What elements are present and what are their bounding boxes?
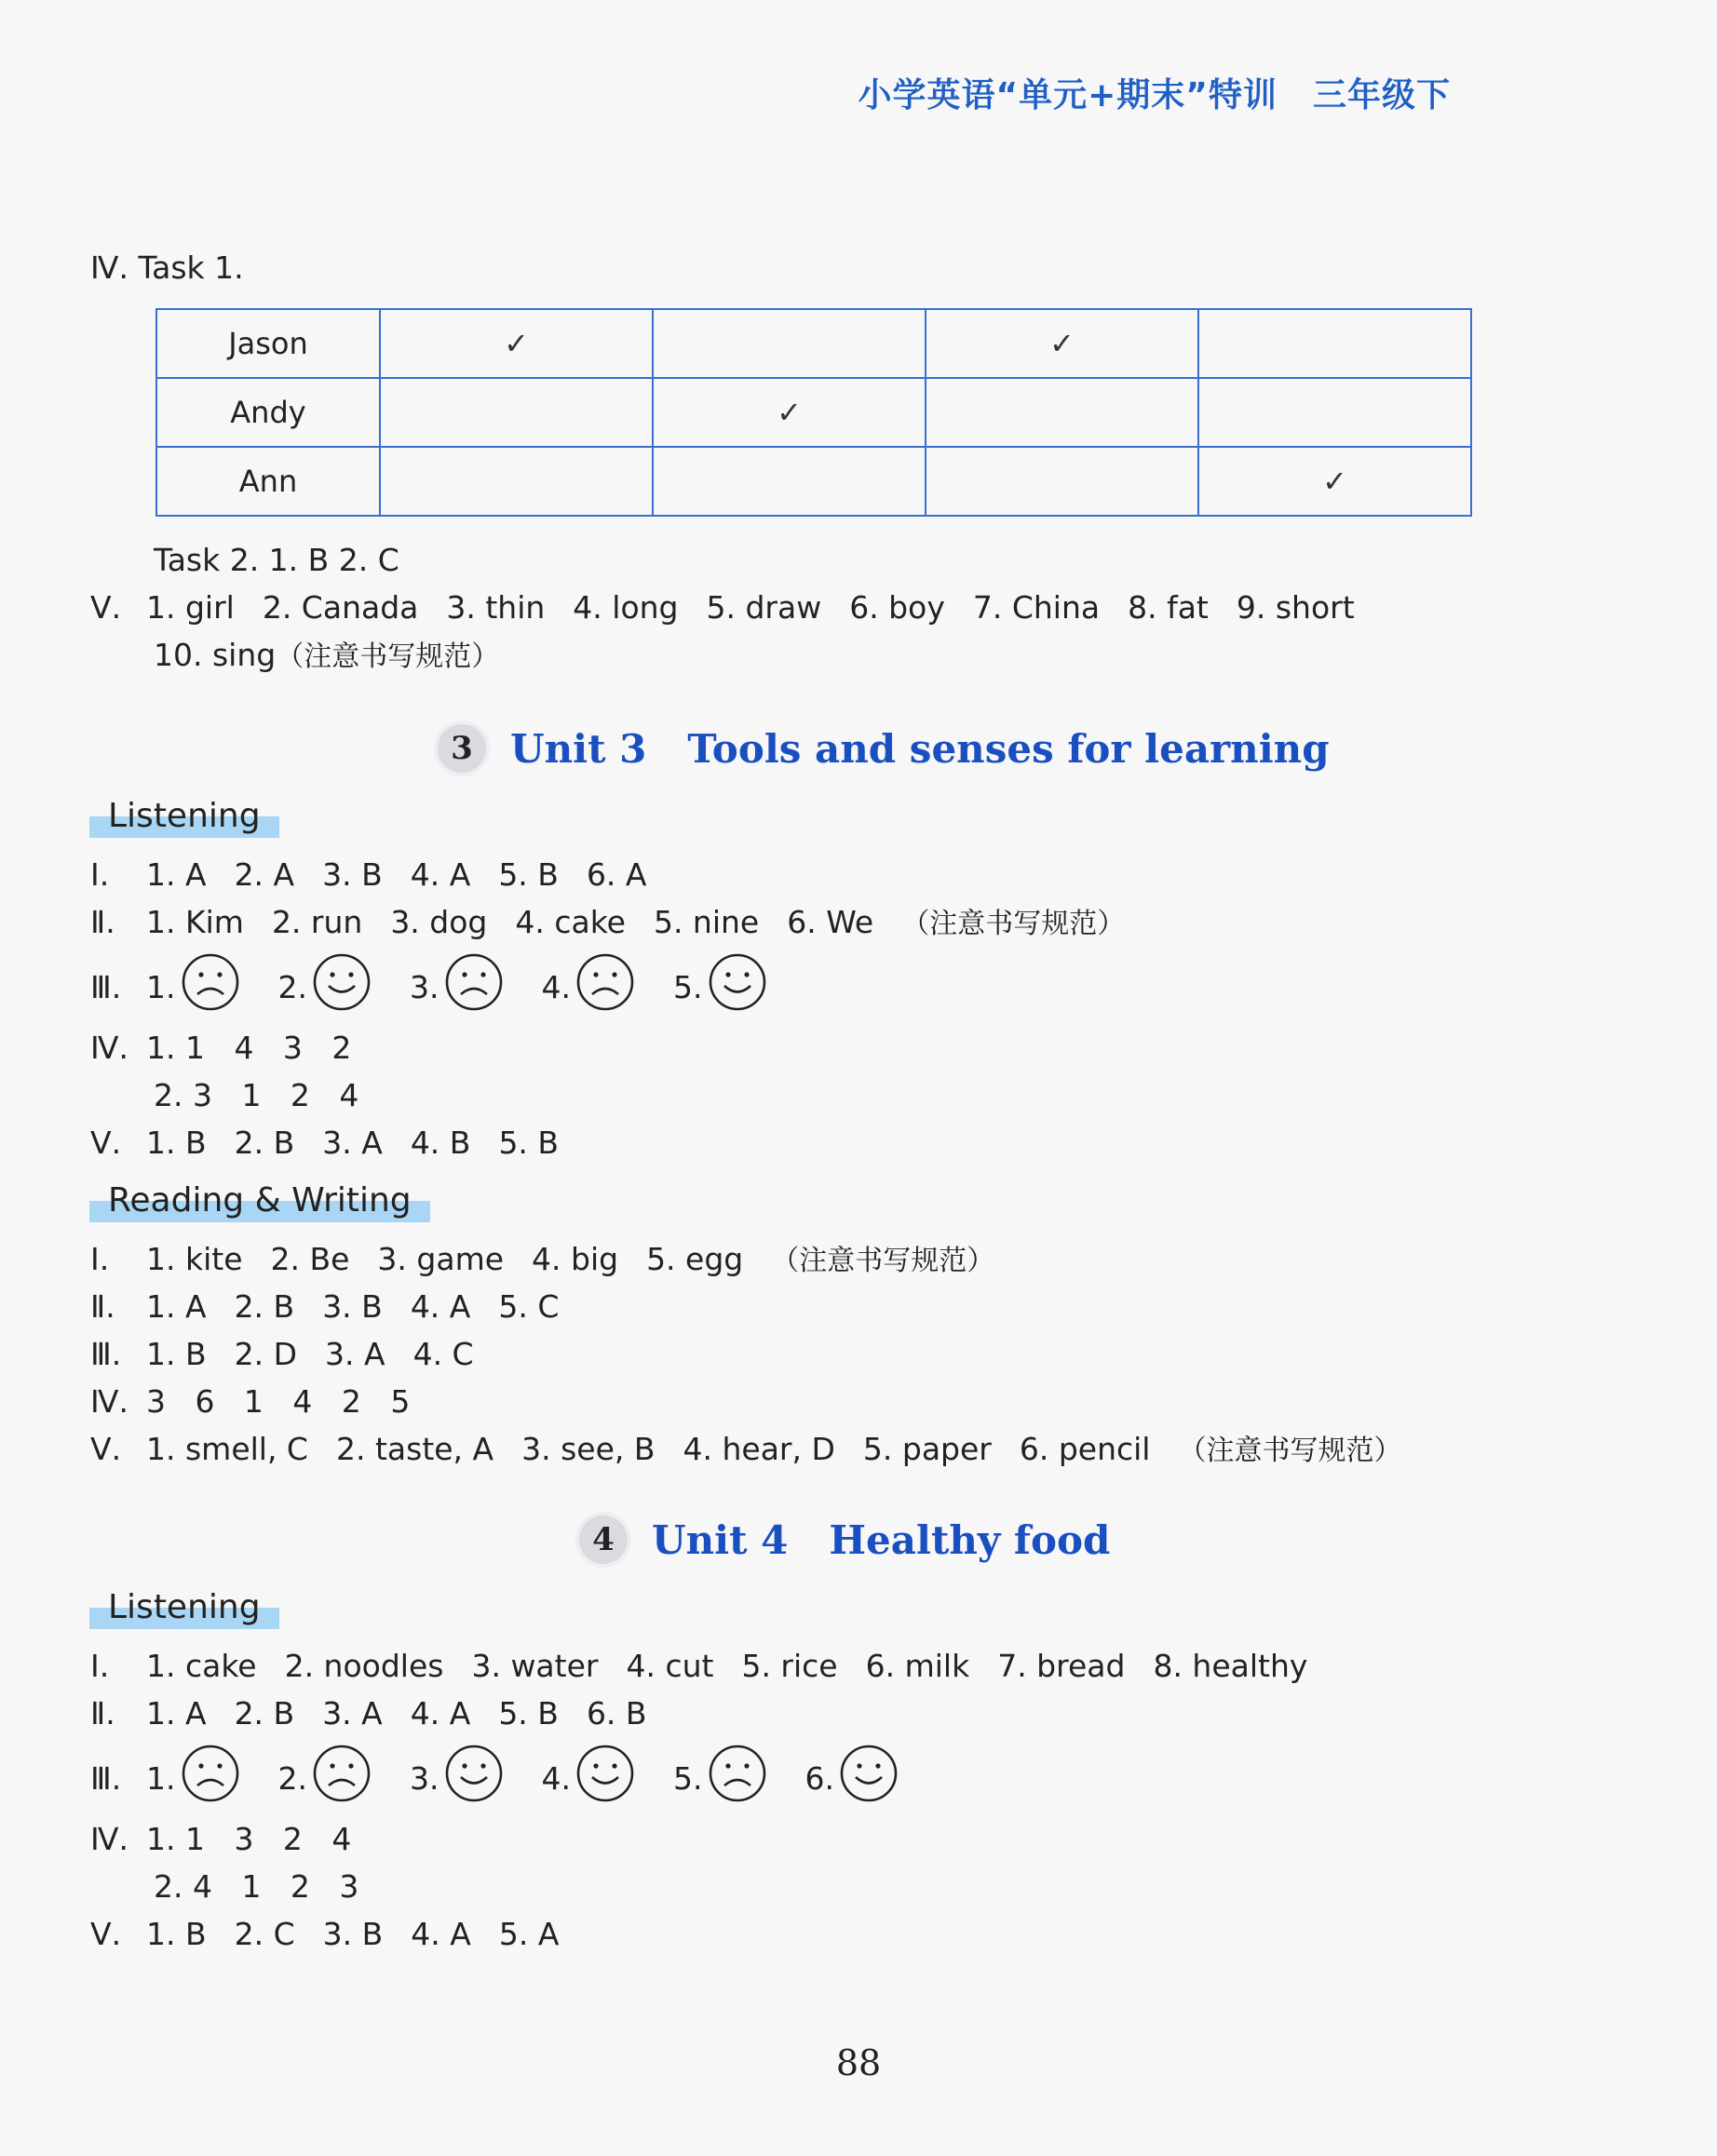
sad-face-icon: [311, 1743, 372, 1814]
answer: 5. paper: [862, 1431, 992, 1467]
unit2-section-v: [90, 587, 1383, 628]
answer: 4. long: [573, 589, 679, 626]
u4-listening-iv: [90, 1819, 351, 1860]
u4-listening-iv-line2: 2. 4 1 2 3: [154, 1868, 359, 1905]
answer: 3. see, B: [521, 1431, 656, 1467]
answer: 1. A: [146, 1695, 207, 1732]
writing-note: （注意书写规范）: [276, 640, 500, 673]
item-number: 6.: [804, 1759, 834, 1797]
answer: 4. A: [411, 1916, 471, 1952]
item-number: 3.: [410, 1759, 439, 1797]
roman-numeral: Ⅰ.: [90, 1648, 110, 1684]
answer: 9. short: [1236, 589, 1355, 626]
answer-list: [146, 589, 1383, 626]
item-number: 3.: [410, 968, 439, 1005]
answer: 8. healthy: [1153, 1648, 1308, 1684]
face-answer: [673, 951, 768, 1023]
answer: 6. A: [586, 856, 647, 893]
answer: 1. cake: [146, 1648, 257, 1684]
u3-listening-i: [90, 855, 675, 896]
answer: 4. cake: [515, 904, 626, 940]
answer: 1. B: [146, 1336, 207, 1372]
answer: 2. A: [234, 856, 295, 893]
u3-rw-ii: [90, 1287, 587, 1327]
item-number: 2.: [277, 968, 307, 1005]
answer-list: [146, 1125, 587, 1161]
face-answer: [146, 951, 241, 1023]
smiley-face-icon: [311, 951, 372, 1023]
answer: 3. A: [322, 1125, 383, 1161]
u4-listening-iii: [90, 1743, 937, 1814]
answer: 2. B: [234, 1695, 295, 1732]
face-answer: [278, 951, 373, 1023]
answer: 5. B: [498, 1695, 559, 1732]
unit4-heading: [579, 1516, 1110, 1564]
answer-list: [146, 1916, 587, 1952]
sad-face-icon: [180, 951, 241, 1023]
empty-cell: [380, 378, 653, 447]
answer: 6. B: [586, 1695, 647, 1732]
answer: 1. A: [146, 856, 207, 893]
face-answer: [805, 1743, 900, 1814]
answer: 6. We: [787, 904, 874, 940]
answer: 5. A: [498, 1916, 560, 1952]
face-answer: [278, 1743, 373, 1814]
u3-listening-iii: [90, 951, 805, 1023]
answer: 4. A: [410, 1288, 471, 1325]
u3-listening-ii: [90, 902, 1125, 945]
reading-writing-label: Reading & Writing: [89, 1179, 430, 1222]
face-answer: [410, 1743, 505, 1814]
item-number: 1.: [146, 1759, 176, 1797]
u4-listening-ii: [90, 1693, 675, 1734]
answer: 6. boy: [849, 589, 945, 626]
answer: 6. pencil: [1019, 1431, 1151, 1467]
roman-numeral: Ⅱ.: [90, 904, 115, 940]
answer: 4. A: [410, 1695, 471, 1732]
answer: 1. kite: [146, 1241, 243, 1277]
u4-listening-i: [90, 1646, 1335, 1687]
task-row: [156, 447, 1471, 516]
unit-number-badge: 4: [579, 1516, 628, 1564]
face-answer: [146, 1743, 241, 1814]
empty-cell: [926, 447, 1198, 516]
item-number: 1.: [146, 968, 176, 1005]
unit2-section-v-line2: [154, 635, 499, 678]
roman-numeral: Ⅰ.: [90, 856, 110, 893]
sad-face-icon: [180, 1743, 241, 1814]
grade-label: 三年级下: [1312, 76, 1451, 115]
answer: 5. B: [498, 856, 559, 893]
unit3-heading: [438, 724, 1330, 773]
smiley-face-icon: [575, 1743, 636, 1814]
listening-label: Listening: [89, 1586, 279, 1629]
answer: 4. C: [412, 1336, 474, 1372]
order-answer: 3 6 1 4 2 5: [146, 1383, 411, 1420]
u3-rw-iv: [90, 1381, 410, 1422]
face-answer: [410, 951, 505, 1023]
sad-face-icon: [443, 951, 505, 1023]
u3-listening-v: [90, 1123, 587, 1164]
answer: 2. D: [234, 1336, 298, 1372]
roman-numeral: Ⅳ.: [90, 1821, 128, 1857]
answer: 3. B: [322, 1288, 383, 1325]
task-row: [156, 309, 1471, 378]
answer-list: [146, 1695, 675, 1732]
item-number: 5.: [673, 1759, 703, 1797]
answer: 1. Kim: [146, 904, 244, 940]
answer: 3. A: [325, 1336, 385, 1372]
roman-numeral: Ⅴ.: [90, 1916, 122, 1952]
u3-rw-iii: [90, 1334, 502, 1375]
answer: 4. cut: [626, 1648, 714, 1684]
writing-note: （注意书写规范）: [901, 908, 1126, 940]
writing-note: （注意书写规范）: [771, 1245, 995, 1277]
face-answer: [542, 951, 637, 1023]
u3-rw-i: [90, 1239, 994, 1282]
roman-numeral: Ⅴ.: [90, 589, 122, 626]
answer-list: [146, 1336, 502, 1372]
answer: 1. smell, C: [146, 1431, 308, 1467]
answer: 1. B: [146, 1916, 207, 1952]
unit-label: Unit 3: [510, 725, 647, 772]
task1-label: Ⅳ. Task 1.: [90, 249, 244, 286]
answer-list: [146, 1431, 1178, 1467]
answer: 5. egg: [646, 1241, 744, 1277]
answer: 7. China: [972, 589, 1101, 626]
page-number: 88: [835, 2042, 882, 2083]
answer: 5. draw: [706, 589, 822, 626]
roman-numeral: Ⅱ.: [90, 1695, 115, 1732]
answer: 7. bread: [997, 1648, 1126, 1684]
answer-list: [146, 1288, 587, 1325]
face-answer: [673, 1743, 768, 1814]
u4-listening-v: [90, 1914, 587, 1955]
answer: 8. fat: [1128, 589, 1209, 626]
task1-table: [155, 308, 1472, 517]
u3-rw-v: [90, 1429, 1401, 1472]
item-number: 5.: [673, 968, 703, 1005]
item-number: 4.: [541, 968, 571, 1005]
student-name: Andy: [156, 378, 380, 447]
listening-label: Listening: [89, 795, 279, 838]
order-answer: 1. 1 4 3 2: [146, 1030, 352, 1066]
answer: 2. Canada: [262, 589, 419, 626]
answer: 2. B: [234, 1125, 295, 1161]
unit-label: Unit 4: [652, 1516, 789, 1563]
answer: 2. C: [234, 1916, 295, 1952]
answer-list: [146, 1241, 771, 1277]
answer: 4. big: [532, 1241, 619, 1277]
answer: 3. dog: [390, 904, 488, 940]
answer: 4. hear, D: [683, 1431, 835, 1467]
smiley-face-icon: [838, 1743, 899, 1814]
roman-numeral: Ⅰ.: [90, 1241, 110, 1277]
student-name: Ann: [156, 447, 380, 516]
student-name: Jason: [156, 309, 380, 378]
book-title: 小学英语“单元+期末”特训: [858, 76, 1278, 115]
answer: 3. water: [471, 1648, 599, 1684]
order-answer: 1. 1 3 2 4: [146, 1821, 352, 1857]
answer-list: [146, 904, 901, 940]
roman-numeral: Ⅴ.: [90, 1125, 122, 1161]
answer: 3. A: [322, 1695, 383, 1732]
answer: 2. taste, A: [335, 1431, 494, 1467]
unit-number-badge: 3: [438, 724, 486, 773]
empty-cell: [653, 309, 926, 378]
face-answer: [542, 1743, 637, 1814]
answer: 5. B: [498, 1125, 560, 1161]
task-row: [156, 378, 1471, 447]
smiley-face-icon: [707, 951, 768, 1023]
answer: 5. rice: [741, 1648, 838, 1684]
answer: 2. noodles: [284, 1648, 444, 1684]
answer: 4. B: [410, 1125, 471, 1161]
writing-note: （注意书写规范）: [1178, 1435, 1402, 1467]
check-mark-cell: ✓: [926, 309, 1198, 378]
roman-numeral: Ⅱ.: [90, 1288, 115, 1325]
answer: 3. thin: [446, 589, 546, 626]
page-header: [858, 69, 1451, 116]
answer: 3. B: [322, 856, 383, 893]
empty-cell: [653, 447, 926, 516]
face-list: [146, 1743, 937, 1814]
answer: 1. girl: [146, 589, 235, 626]
empty-cell: [380, 447, 653, 516]
sad-face-icon: [707, 1743, 768, 1814]
roman-numeral: Ⅲ.: [90, 1336, 122, 1372]
check-mark-cell: ✓: [653, 378, 926, 447]
answer-list: [146, 1648, 1335, 1684]
answer: 2. Be: [270, 1241, 350, 1277]
answer: 2. run: [271, 904, 363, 940]
answer: 1. B: [146, 1125, 207, 1161]
unit-title: Tools and senses for learning: [687, 725, 1330, 772]
unit-title: Healthy food: [829, 1516, 1111, 1563]
roman-numeral: Ⅳ.: [90, 1383, 128, 1420]
u3-listening-iv: [90, 1028, 351, 1069]
roman-numeral: Ⅳ.: [90, 1030, 128, 1066]
u3-listening-iv-line2: 2. 3 1 2 4: [154, 1077, 359, 1113]
check-mark-cell: ✓: [1198, 447, 1471, 516]
answer: 10. sing: [154, 637, 277, 673]
empty-cell: [1198, 309, 1471, 378]
empty-cell: [926, 378, 1198, 447]
item-number: 4.: [541, 1759, 571, 1797]
answer: 3. game: [377, 1241, 505, 1277]
roman-numeral: Ⅲ.: [90, 968, 122, 1005]
answer: 6. milk: [865, 1648, 970, 1684]
empty-cell: [1198, 378, 1471, 447]
answer: 4. A: [410, 856, 471, 893]
answer: 5. nine: [653, 904, 760, 940]
item-number: 2.: [277, 1759, 307, 1797]
answer-list: [146, 856, 675, 893]
roman-numeral: Ⅲ.: [90, 1759, 122, 1797]
answer: 5. C: [498, 1288, 560, 1325]
smiley-face-icon: [443, 1743, 505, 1814]
task2-answers: Task 2. 1. B 2. C: [154, 542, 399, 578]
sad-face-icon: [575, 951, 636, 1023]
check-mark-cell: ✓: [380, 309, 653, 378]
roman-numeral: Ⅴ.: [90, 1431, 122, 1467]
answer: 1. A: [146, 1288, 207, 1325]
answer: 3. B: [322, 1916, 384, 1952]
answer: 2. B: [234, 1288, 295, 1325]
face-list: [146, 951, 805, 1023]
